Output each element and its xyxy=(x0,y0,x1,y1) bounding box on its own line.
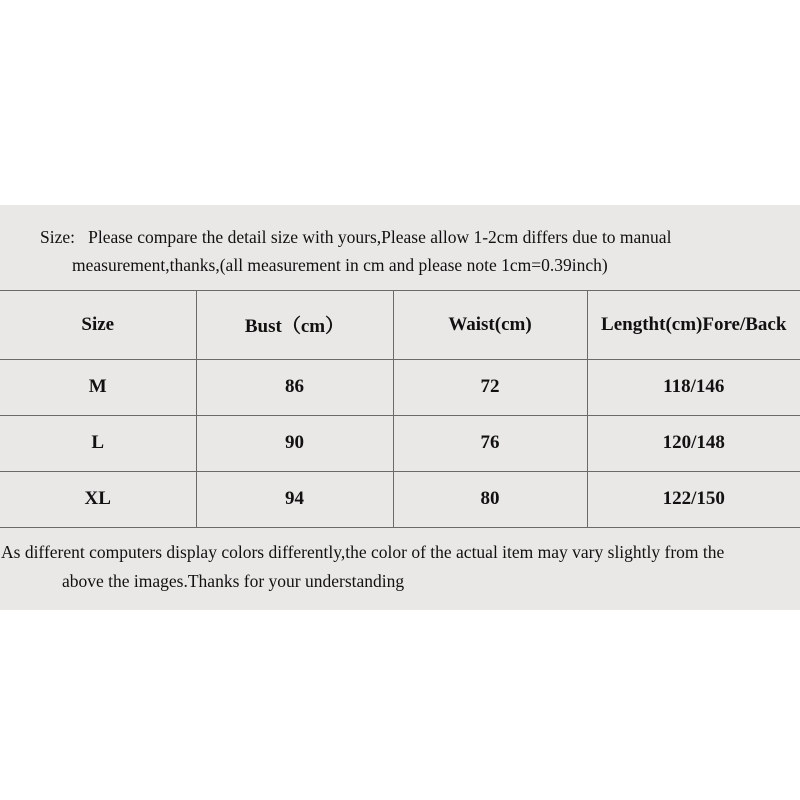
cell-bust: 86 xyxy=(196,359,393,415)
cell-size: M xyxy=(0,359,196,415)
table-header-length: Lengtht(cm)Fore/Back xyxy=(587,290,800,359)
cell-bust: 90 xyxy=(196,415,393,471)
bottom-note-line-2: above the images.Thanks for your understanding xyxy=(62,570,405,591)
bottom-note xyxy=(0,528,800,610)
top-note-line-1: Size: Please compare the detail size with yours,Please allow 1-2cm differs due to manual xyxy=(40,227,672,247)
cell-waist: 72 xyxy=(393,359,587,415)
cell-length: 120/148 xyxy=(587,415,800,471)
cell-length: 118/146 xyxy=(587,359,800,415)
cell-bust: 94 xyxy=(196,471,393,527)
table-header-waist: Waist(cm) xyxy=(393,290,587,359)
cell-waist: 80 xyxy=(393,471,587,527)
table-row xyxy=(0,359,800,415)
top-note xyxy=(0,205,800,290)
cell-waist: 76 xyxy=(393,415,587,471)
table-row xyxy=(0,415,800,471)
top-note-line-2: measurement,thanks,(all measurement in cm and please note 1cm=0.39inch) xyxy=(72,255,608,276)
table-row xyxy=(0,471,800,527)
bottom-note-line-1: As different computers display colors differently,the color of the actual item may vary slightly from the xyxy=(1,541,725,562)
cell-length: 122/150 xyxy=(587,471,800,527)
table-header-size: Size xyxy=(0,290,196,359)
size-table xyxy=(0,290,800,528)
size-chart-panel xyxy=(0,205,800,610)
table-header-row xyxy=(0,290,800,359)
table-header-bust: Bust（cm） xyxy=(196,290,393,359)
cell-size: XL xyxy=(0,471,196,527)
cell-size: L xyxy=(0,415,196,471)
